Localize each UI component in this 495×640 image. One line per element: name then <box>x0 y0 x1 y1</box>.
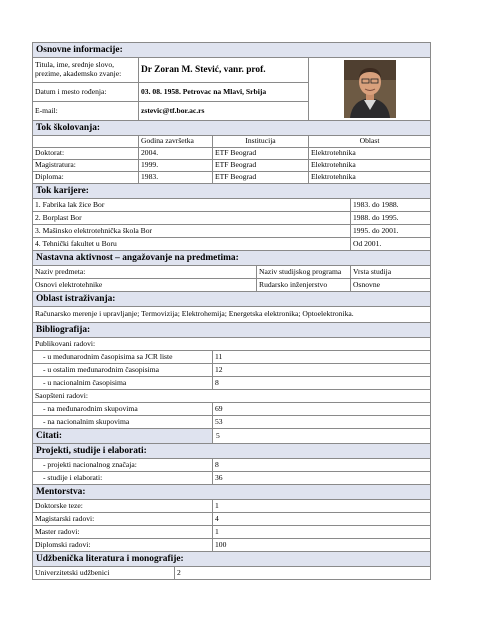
mentor-value: 4 <box>213 513 431 526</box>
project-value: 36 <box>213 472 431 485</box>
biblio-label: - u ostalim međunarodnim časopisima <box>33 364 213 377</box>
section-bibliografija: Bibliografija: <box>33 323 431 338</box>
career-period: 1983. do 1988. <box>351 199 431 212</box>
mentor-label: Master radovi: <box>33 526 213 539</box>
teaching-program: Rudarsko inženjerstvo <box>257 279 351 292</box>
portrait-photo-icon <box>344 60 396 118</box>
biblio-value: 53 <box>213 416 431 429</box>
teaching-col-subject: Naziv predmeta: <box>33 266 257 279</box>
career-place: 4. Tehnički fakultet u Boru <box>33 238 351 251</box>
mentor-label: Doktorske teze: <box>33 500 213 513</box>
citati-value: 5 <box>213 429 431 444</box>
biblio-label: - u nacionalnim časopisima <box>33 377 213 390</box>
career-period: 1995. do 2001. <box>351 225 431 238</box>
section-karijera: Tok karijere: <box>33 184 431 199</box>
published-label: Publikovani radovi: <box>33 338 431 351</box>
career-row <box>33 199 431 212</box>
name-label: Titula, ime, srednje slovo, prezime, akademsko zvanje: <box>33 58 139 83</box>
project-row <box>33 459 431 472</box>
edu-row <box>33 172 431 184</box>
edu-inst: ETF Beograd <box>213 148 309 160</box>
biblio-row <box>33 403 431 416</box>
biblio-row <box>33 416 431 429</box>
teaching-col-program: Naziv studijskog programa <box>257 266 351 279</box>
biblio-value: 8 <box>213 377 431 390</box>
teaching-row <box>33 279 431 292</box>
biblio-value: 69 <box>213 403 431 416</box>
mentor-row <box>33 513 431 526</box>
mentor-value: 100 <box>213 539 431 552</box>
section-nastava: Nastavna aktivnost – angažovanje na predmetima: <box>33 251 431 266</box>
section-osnovne: Osnovne informacije: <box>33 43 431 58</box>
biblio-label: - na međunarodnim skupovima <box>33 403 213 416</box>
mentor-row <box>33 539 431 552</box>
section-udzbenici: Udžbenička literatura i monografije: <box>33 552 431 567</box>
edu-label: Doktorat: <box>33 148 139 160</box>
edu-field: Elektrotehnika <box>309 148 431 160</box>
career-place: 3. Mašinsko elektrotehnička škola Bor <box>33 225 351 238</box>
teaching-subject: Osnovi elektrotehnike <box>33 279 257 292</box>
mentor-label: Diplomski radovi: <box>33 539 213 552</box>
career-row <box>33 212 431 225</box>
section-projekti: Projekti, studije i elaborati: <box>33 444 431 459</box>
edu-row <box>33 160 431 172</box>
project-label: - projekti nacionalnog značaja: <box>33 459 213 472</box>
edu-field: Elektrotehnika <box>309 160 431 172</box>
mentor-value: 1 <box>213 500 431 513</box>
research-text: Računarsko merenje i upravljanje; Termovizija; Elektrohemija; Energetska elektronika; Optoelektronika. <box>33 307 431 323</box>
biblio-value: 11 <box>213 351 431 364</box>
biblio-label: - u međunarodnim časopisima sa JCR liste <box>33 351 213 364</box>
mentor-label: Magistarski radovi: <box>33 513 213 526</box>
book-label: Univerzitetski udžbenici <box>33 567 175 580</box>
biblio-label: - na nacionalnim skupovima <box>33 416 213 429</box>
section-mentorstva: Mentorstva: <box>33 485 431 500</box>
project-value: 8 <box>213 459 431 472</box>
edu-col-empty <box>33 136 139 148</box>
cv-table <box>32 42 431 580</box>
biblio-row <box>33 364 431 377</box>
biblio-row <box>33 377 431 390</box>
section-oblast: Oblast istraživanja: <box>33 292 431 307</box>
email-value: zstevic@tf.bor.ac.rs <box>139 102 309 121</box>
edu-row <box>33 148 431 160</box>
career-row <box>33 238 431 251</box>
birth-label: Datum i mesto rođenja: <box>33 83 139 102</box>
edu-inst: ETF Beograd <box>213 160 309 172</box>
edu-label: Diploma: <box>33 172 139 184</box>
birth-value: 03. 08. 1958. Petrovac na Mlavi, Srbija <box>139 83 309 102</box>
edu-field: Elektrotehnika <box>309 172 431 184</box>
edu-inst: ETF Beograd <box>213 172 309 184</box>
mentor-row <box>33 500 431 513</box>
career-place: 1. Fabrika lak žice Bor <box>33 199 351 212</box>
edu-col-inst: Institucija <box>213 136 309 148</box>
teaching-col-type: Vrsta studija <box>351 266 431 279</box>
edu-col-year: Godina završetka <box>139 136 213 148</box>
edu-year: 1983. <box>139 172 213 184</box>
mentor-value: 1 <box>213 526 431 539</box>
project-label: - studije i elaborati: <box>33 472 213 485</box>
book-value: 2 <box>175 567 431 580</box>
email-label: E-mail: <box>33 102 139 121</box>
book-row <box>33 567 431 580</box>
citati-label: Citati: <box>33 429 213 444</box>
mentor-row <box>33 526 431 539</box>
biblio-value: 12 <box>213 364 431 377</box>
career-period: 1988. do 1995. <box>351 212 431 225</box>
section-skolovanje: Tok školovanja: <box>33 121 431 136</box>
saopsteni-label: Saopšteni radovi: <box>33 390 431 403</box>
project-row <box>33 472 431 485</box>
career-row <box>33 225 431 238</box>
photo-cell <box>309 58 431 121</box>
cv-document <box>32 42 430 580</box>
career-place: 2. Borplast Bor <box>33 212 351 225</box>
edu-label: Magistratura: <box>33 160 139 172</box>
name-value: Dr Zoran M. Stević, vanr. prof. <box>139 58 309 83</box>
teaching-type: Osnovne <box>351 279 431 292</box>
career-period: Od 2001. <box>351 238 431 251</box>
edu-year: 2004. <box>139 148 213 160</box>
biblio-row <box>33 351 431 364</box>
edu-year: 1999. <box>139 160 213 172</box>
edu-col-field: Oblast <box>309 136 431 148</box>
